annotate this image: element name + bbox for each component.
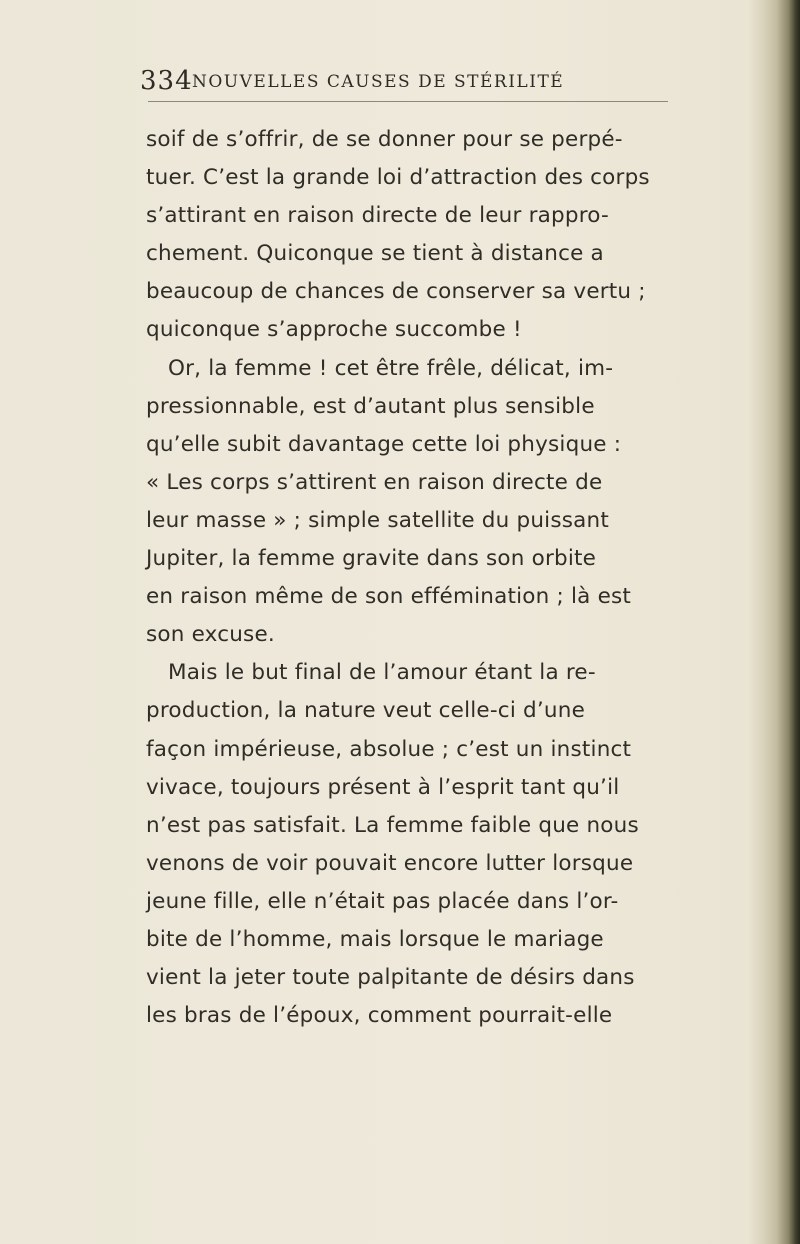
- page-edge-shadow: [748, 0, 800, 1244]
- text-line: quiconque s’approche succombe !: [146, 317, 522, 343]
- text-line: n’est pas satisfait. La femme faible que nous: [146, 812, 639, 838]
- text-line: son excuse.: [146, 622, 275, 648]
- text-line: s’attirant en raison directe de leur rappro-: [146, 203, 609, 229]
- text-line: beaucoup de chances de conserver sa vertu ;: [146, 279, 646, 305]
- text-line: production, la nature veut celle-ci d’une: [146, 698, 585, 724]
- running-head: [140, 66, 700, 100]
- text-line: qu’elle subit davantage cette loi physique :: [146, 431, 622, 457]
- text-line: jeune fille, elle n’était pas placée dans l’or-: [146, 888, 619, 914]
- text-line: « Les corps s’attirent en raison directe de: [146, 469, 603, 495]
- text-line: soif de s’offrir, de se donner pour se perpé-: [146, 127, 623, 152]
- header-rule: [148, 101, 668, 102]
- paragraph-start-line: Or, la femme ! cet être frêle, délicat, im-: [168, 355, 614, 381]
- body-text: [146, 121, 686, 1035]
- text-line: bite de l’homme, mais lorsque le mariage: [146, 926, 604, 952]
- text-line: tuer. C’est la grande loi d’attraction des corps: [146, 165, 650, 191]
- running-head-title: NOUVELLES CAUSES DE STÉRILITÉ: [192, 72, 565, 92]
- page-number: 334: [140, 66, 193, 96]
- text-line: façon impérieuse, absolue ; c’est un instinct: [146, 736, 632, 762]
- text-line: leur masse » ; simple satellite du puissant: [146, 507, 609, 533]
- text-line: vivace, toujours présent à l’esprit tant qu’il: [146, 774, 620, 800]
- paragraph-start-line: Mais le but final de l’amour étant la re-: [168, 660, 596, 686]
- text-line: chement. Quiconque se tient à distance a: [146, 241, 604, 267]
- text-line: pressionnable, est d’autant plus sensible: [146, 393, 595, 419]
- text-line: les bras de l’époux, comment pourrait-elle: [146, 1003, 613, 1029]
- text-line: vient la jeter toute palpitante de désirs dans: [146, 965, 635, 991]
- text-line: en raison même de son effémination ; là est: [146, 584, 632, 610]
- text-line: venons de voir pouvait encore lutter lorsque: [146, 850, 634, 876]
- text-line: Jupiter, la femme gravite dans son orbite: [146, 546, 597, 572]
